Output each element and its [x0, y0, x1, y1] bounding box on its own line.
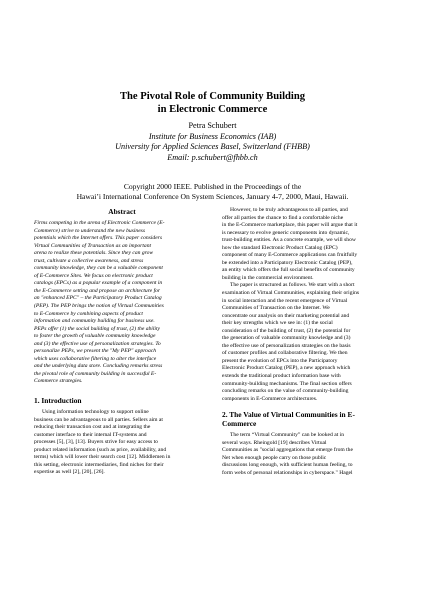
- body-line: trust-building entities. As a concrete example, we will show: [222, 237, 356, 244]
- body-line: extends the traditional product information base with: [222, 373, 341, 380]
- paper-title: [40, 90, 385, 116]
- body-line: present the evolution of EPCs into the Participatory: [222, 357, 338, 364]
- body-line: be extended into a Participatory Electronic Catalog (PEP),: [222, 259, 353, 266]
- abstract-line: Commerce) strive to understand the new business: [34, 227, 146, 234]
- right-paragraph-1: [222, 207, 398, 282]
- abstract-line: trust, cultivate a collective awareness, and stress: [34, 257, 144, 264]
- body-line: form webs of personal relationships in cyberspace." Hagel: [222, 469, 353, 476]
- abstract-line: which uses collaborative filtering to alter the interface: [34, 355, 157, 362]
- body-line: component of many E-Commerce applications can fruitfully: [222, 252, 358, 259]
- body-line: The paper is structured as follows. We start with a short: [230, 282, 355, 289]
- abstract-line: arena to realize these potentials. Since they can grow: [34, 250, 154, 257]
- body-line: the effective use of personalization strategies on the basis: [222, 342, 351, 349]
- body-line: examination of Virtual Communities, explaining their origins: [222, 290, 360, 297]
- body-line: the generation of valuable community knowledge and (3): [222, 335, 351, 342]
- abstract-line: an "enhanced EPC" – the Participatory Product Catalog: [34, 295, 162, 302]
- left-column: [34, 207, 210, 477]
- abstract-line: Commerce strategies.: [34, 378, 83, 385]
- body-line: processes [5], [3], [13]. Buyers strive for easy access to: [34, 439, 158, 446]
- abstract-line: personalize PEPs, we present the "My PEP" approach: [34, 348, 157, 355]
- section-1-heading: 1. Introduction: [34, 396, 82, 406]
- abstract-line: the pivotal role of community building in successful E-: [34, 370, 157, 377]
- body-line: an entity which offers the full social benefits of community: [222, 267, 355, 274]
- abstract-line: potentials which the Internet offers. This paper considers: [34, 235, 163, 242]
- body-line: in social interaction and the recent emergence of Virtual: [222, 297, 348, 304]
- body-line: discussions long enough, with sufficient human feeling, to: [222, 462, 353, 469]
- body-line: consideration of the building of trust, (2) the potential for: [222, 327, 351, 334]
- section-2-heading: [222, 410, 398, 428]
- body-line: product related information (such as price, availability, and: [34, 446, 167, 453]
- section-2-heading-line-2: Commerce: [222, 419, 257, 429]
- body-line: Using information technology to support online: [42, 409, 149, 416]
- body-line: of customer profiles and collaborative filtering. We then: [222, 350, 348, 357]
- copyright-notice: [20, 182, 405, 201]
- body-line: components in E-Commerce architectures.: [222, 395, 318, 402]
- abstract-line: the E-Commerce setting and propose an architecture for: [34, 287, 161, 294]
- body-line: business can be advantageous to all parties. Sellers aim at: [34, 416, 163, 423]
- body-line: Communities of Transaction on the Internet. We: [222, 305, 330, 312]
- right-paragraph-2: [222, 282, 398, 403]
- body-line: is necessary to evolve generic components into dynamic,: [222, 229, 350, 236]
- body-line: concentrate our analysis on their marketing potential and: [222, 312, 350, 319]
- abstract-line: Virtual Communities of Transaction as an important: [34, 242, 152, 249]
- abstract-line: (PEP). The PEP brings the notion of Virtual Communities: [34, 303, 164, 310]
- body-line: customer interface to their internal IT-systems and: [34, 431, 147, 438]
- title-line-1: The Pivotal Role of Community Building: [119, 91, 306, 102]
- section-2-heading-line-1: 2. The Value of Virtual Communities in E-: [222, 410, 355, 420]
- abstract-line: to foster the growth of valuable community knowledge: [34, 333, 156, 340]
- abstract-line: information and community building for business use.: [34, 318, 155, 325]
- body-line: Communities as "social aggregations that emerge from the: [222, 447, 353, 454]
- right-column: [222, 207, 398, 478]
- copyright-line-1: Copyright 2000 IEEE. Published in the Proceedings of the: [123, 182, 302, 191]
- body-line: reducing their transaction cost and at integrating the: [34, 424, 151, 431]
- body-line: Net when enough people carry on those public: [222, 454, 327, 461]
- body-line: building in the commercial environment.: [222, 274, 314, 281]
- body-line: their key strengths which we see in: (1) the social: [222, 320, 333, 327]
- body-line: terms) which will lower their search cost [12]. Middlemen in: [34, 454, 171, 461]
- body-line: The term “Virtual Community” can be looked at in: [230, 432, 344, 439]
- body-line: several ways. Rheingold [19] describes Virtual: [222, 439, 327, 446]
- abstract-line: catalogs (EPCs) as a popular example of a component in: [34, 280, 163, 287]
- body-line: how the standard Electronic Product Catalog (EPC): [222, 244, 338, 251]
- body-line: expertise as well [2], [20], [26].: [34, 469, 105, 476]
- author-block: [40, 121, 385, 163]
- abstract-line: community knowledge, they can be a valuable component: [34, 265, 163, 272]
- author-email: Email: p.schubert@fhbb.ch: [167, 152, 258, 162]
- abstract-body: [34, 220, 210, 386]
- body-line: However, to be truly advantageous to all parties, and: [230, 207, 348, 213]
- abstract-line: and the underlying data store. Concluding remarks stress: [34, 363, 163, 370]
- body-line: concluding remarks on the value of community-building: [222, 388, 349, 395]
- author-name: Petra Schubert: [188, 121, 237, 130]
- body-line: community-building mechanisms. The final section offers: [222, 380, 352, 387]
- copyright-line-2: Hawai’i International Conference On System Sciences, January 4-7, 2000, Maui, Hawaii.: [76, 191, 349, 201]
- title-line-2: in Electronic Commerce: [157, 104, 268, 115]
- abstract-line: Firms competing in the arena of Electronic Commerce (E-: [34, 220, 165, 226]
- body-line: Electronic Product Catalog (PEP), a new approach which: [222, 365, 351, 372]
- body-line: offer all parties the chance to find a comfortable niche: [222, 214, 344, 221]
- author-affiliation-1: Institute for Business Economics (IAB): [148, 131, 277, 141]
- abstract-heading: Abstract: [108, 207, 136, 216]
- body-line: in the E-Commerce marketplace, this paper will argue that it: [222, 222, 358, 229]
- abstract-line: PEPs offer (1) the social building of trust, (2) the ability: [34, 325, 160, 332]
- section-1-body: [34, 409, 210, 477]
- abstract-line: of E-Commerce Sites. We focus on electronic product: [34, 272, 153, 279]
- section-2-body: [222, 432, 398, 477]
- body-line: this setting, electronic intermediaries, find niches for their: [34, 461, 164, 468]
- author-affiliation-2: University for Applied Sciences Basel, Switzerland (FHBB): [115, 142, 310, 151]
- abstract-line: and (3) the effective use of personalization strategies. To: [34, 340, 161, 347]
- abstract-line: to E-Commerce by combining aspects of product: [34, 310, 143, 317]
